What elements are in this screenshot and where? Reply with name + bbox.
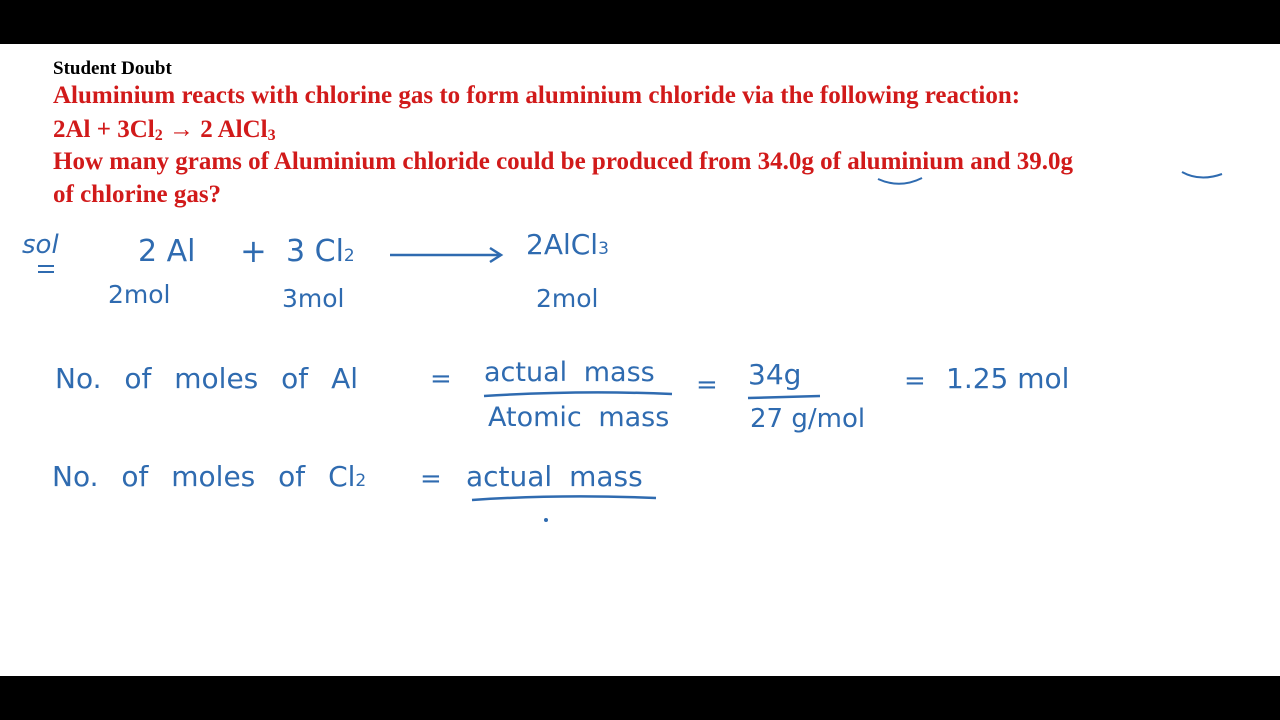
mol-cl2: 3mol [282, 284, 345, 313]
cl-numerator: actual mass [466, 460, 643, 493]
equation-arrow: → [162, 116, 194, 143]
al-numerator: actual mass [484, 357, 655, 388]
question-line-4: of chlorine gas? [53, 181, 222, 208]
whiteboard-page [0, 44, 1280, 676]
question-line-3: How many grams of Aluminium chloride could be produced from 34.0g of aluminium and 39.0g [53, 148, 1073, 175]
al-moles-equals: = [430, 364, 452, 394]
equation-left-subscript: 2 [154, 127, 163, 144]
equation-left: 2Al + 3Cl [53, 116, 155, 143]
pen-dot [544, 518, 548, 522]
cl-moles-equals: = [420, 464, 442, 494]
handwriting-ink-layer [0, 44, 1280, 676]
letterbox-bottom [0, 676, 1280, 720]
equation-right: 2 AlCl [200, 116, 268, 143]
al-moles-lhs: No. of moles of Al [55, 362, 358, 395]
reactant-al: 2 Al [138, 234, 196, 269]
cl-moles-lhs-text: No. of moles of Cl [52, 460, 356, 493]
cl-moles-lhs-subscript: 2 [355, 471, 367, 491]
al-equals-3: = [904, 366, 926, 396]
sol-label: sol [22, 230, 59, 260]
reactant-cl2-text: 3 Cl [286, 234, 344, 269]
letterbox-top [0, 0, 1280, 44]
al-value-fraction-bar [748, 396, 820, 398]
al-denominator: Atomic mass [488, 402, 670, 433]
product-subscript: 3 [598, 239, 609, 259]
plus-sign: + [240, 232, 267, 270]
al-fraction-bar [484, 392, 672, 396]
question-line-1: Aluminium reacts with chlorine gas to form aluminium chloride via the following reaction: [53, 82, 1021, 109]
al-moles-result: 1.25 mol [946, 362, 1070, 395]
mol-al: 2mol [108, 280, 171, 309]
al-equals-2: = [696, 370, 718, 400]
al-atomic-mass-value: 27 g/mol [750, 404, 866, 434]
value-39-underline [1182, 172, 1222, 178]
student-doubt-label: Student Doubt [53, 58, 172, 79]
mol-alcl3: 2mol [536, 284, 599, 313]
reactant-cl2-subscript: 2 [343, 246, 355, 266]
value-34-underline [878, 178, 922, 184]
al-mass-value: 34g [748, 358, 802, 391]
equation-right-subscript: 3 [267, 127, 276, 144]
cl-fraction-bar [472, 496, 656, 500]
product-text: 2AlCl [526, 228, 599, 261]
